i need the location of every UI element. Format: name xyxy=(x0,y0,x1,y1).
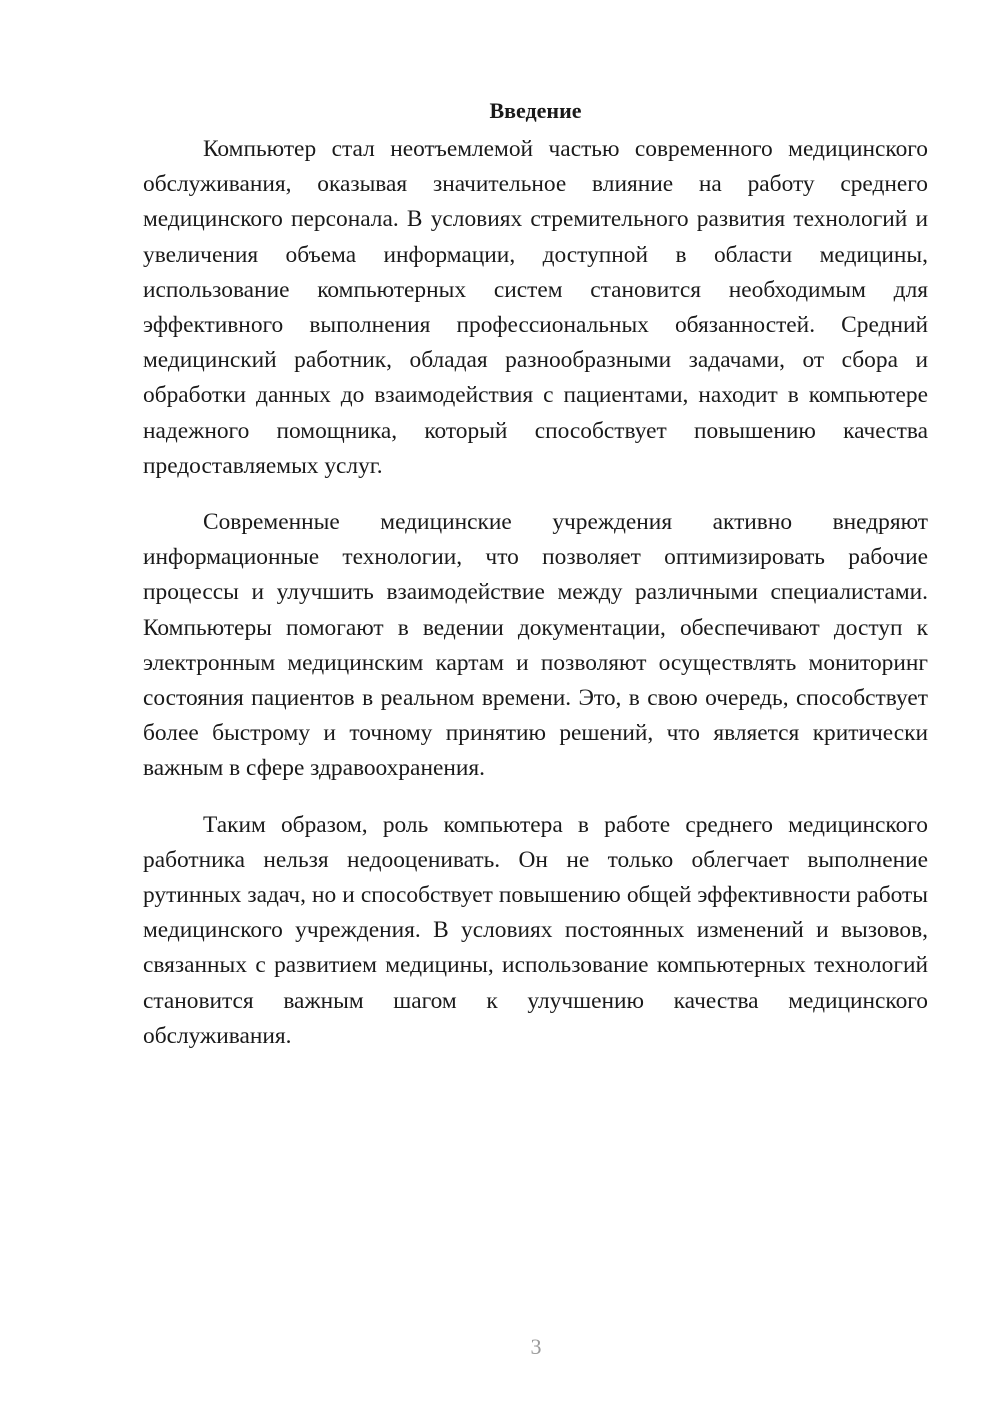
section-title: Введение xyxy=(489,98,582,123)
paragraph-2: Современные медицинские учреждения активно внедряют информационные технологии, что позволяет оптимизировать рабочие процессы и улучшить взаимодействие между различными специалистами. Компьютеры помогают в ведении документации, обеспечивают доступ к электронным медицинским картам и позволяют осуществлять мониторинг состояния пациентов в реальном времени. Это, в свою очередь, способствует более быстрому и точному принятию решений, что является критически важным в сфере здравоохранения. xyxy=(143,509,928,782)
page-content xyxy=(143,96,928,1054)
paragraph-3: Таким образом, роль компьютера в работе среднего медицинского работника нельзя недооценивать. Он не только облегчает выполнение рутинных задач, но и способствует повышению общей эффективности работы медицинского учреждения. В условиях постоянных изменений и вызовов, связанных с развитием медицины, использование компьютерных технологий становится важным шагом к улучшению качества медицинского обслуживания. xyxy=(143,811,928,1049)
page-number: 3 xyxy=(530,1334,542,1359)
paragraph-1: Компьютер стал неотъемлемой частью современного медицинского обслуживания, оказывая значительное влияние на работу среднего медицинского персонала. В условиях стремительного развития технологий и увеличения объема информации, доступной в области медицины, использование компьютерных систем становится необходимым для эффективного выполнения профессиональных обязанностей. Средний медицинский работник, обладая разнообразными задачами, от сбора и обработки данных до взаимодействия с пациентами, находит в компьютере надежного помощника, который способствует повышению качества предоставляемых услуг. xyxy=(143,136,928,479)
